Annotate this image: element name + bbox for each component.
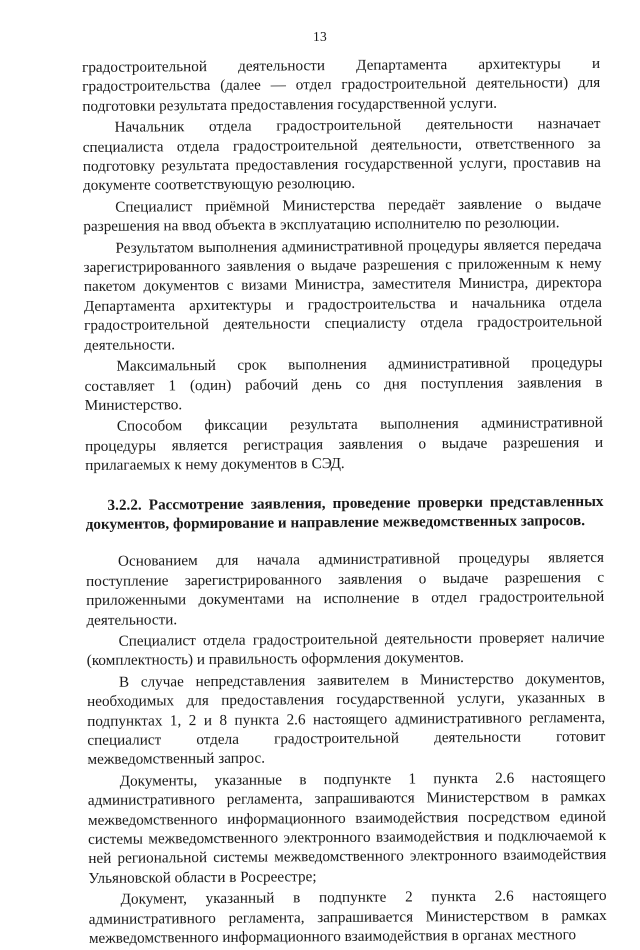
paragraph-head-assigns-specialist: Начальник отдела градостроительной деятельности назначает специалиста отдела градостроительной деятельности, ответственного за подготовку результата предоставления государственной услуги, проставив на документе соответствующую резолюцию.	[82, 115, 601, 195]
paragraph-document-subpoint-2: Документ, указанный в подпункте 2 пункта 2.6 настоящего административного регламента, запрашивается Министерством в рамках межведомственного информационного взаимодействия в органах местного	[88, 887, 607, 948]
section-heading: 3.2.2. Рассмотрение заявления, проведение проверки представленных документов, формирование и направление межведомственных запросов.	[85, 492, 604, 533]
paragraph-fixation-method: Способом фиксации результата выполнения административной процедуры является регистрация заявления о выдаче разрешения и прилагаемых к нему документов в СЭД.	[84, 414, 604, 475]
paragraph-missing-documents: В случае непредставления заявителем в Министерство документов, необходимых для предоставления государственной услуги, указанных в подпунктах 1, 2 и 8 пункта 2.6 настоящего административного регламента, специалист отдела градостроительной деятельности готовит межведомственный запрос.	[86, 669, 606, 769]
paragraph-documents-subpoint-1: Документы, указанные в подпункте 1 пункта 2.6 настоящего административного регламента, запрашиваются Министерством в рамках межведомственного информационного взаимодействия посредством единой системы межведомственного электронного взаимодействия и подключаемой к ней региональной системы межведомственного электронного взаимодействия Ульяновской области в Росреестре;	[87, 768, 607, 887]
paragraph-max-duration: Максимальный срок выполнения административной процедуры составляет 1 (один) рабочий день со дня поступления заявления в Министерство.	[84, 354, 603, 414]
paragraph-continuation: градостроительной деятельности Департамента архитектуры и градостроительства (далее — отдел градостроительной деятельности) для подготовки результата предоставления государственной услуги.	[82, 54, 601, 115]
paragraph-procedure-result: Результатом выполнения административной процедуры является передача зарегистрированного заявления о выдаче разрешения с приложенным к нему пакетом документов с визами Министра, заместителя Министра, директора Департамента архитектуры и градостроительства и начальника отдела градостроительной деятельности специалисту отдела градостроительной деятельности.	[83, 235, 603, 354]
page-number: 13	[312, 29, 328, 44]
document-body	[82, 54, 607, 950]
paragraph-procedure-basis: Основанием для начала административной процедуры является поступление зарегистрированного заявления о выдаче разрешения с приложенными документами на исполнение в отдел градостроительной деятельности.	[86, 549, 605, 629]
paragraph-completeness-check: Специалист отдела градостроительной деятельности проверяет наличие (комплектность) и правильность оформления документов.	[86, 628, 605, 670]
paragraph-reception-transfers: Специалист приёмной Министерства передаёт заявление о выдаче разрешения на ввод объекта в эксплуатацию исполнителю по резолюции.	[83, 194, 602, 236]
